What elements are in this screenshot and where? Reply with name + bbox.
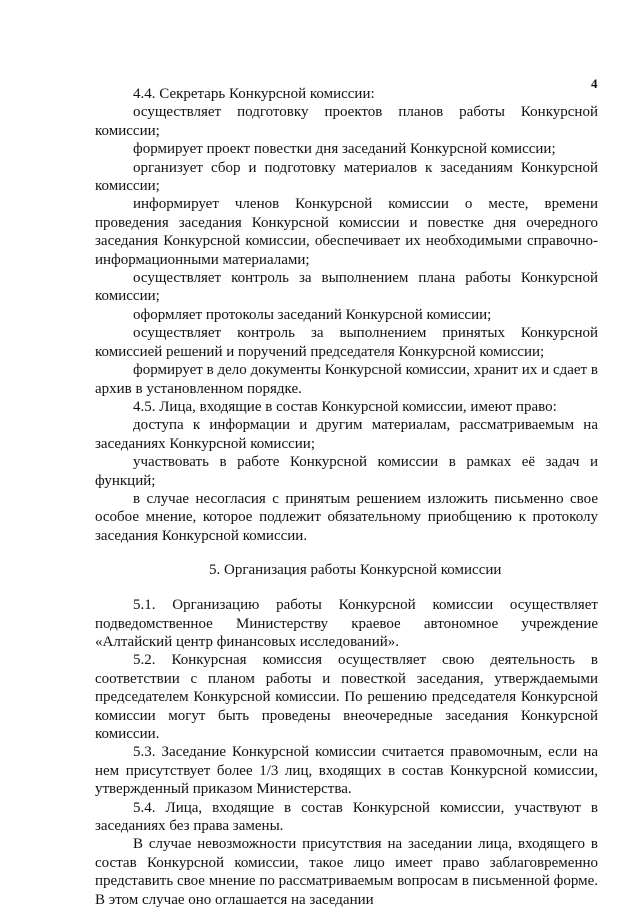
paragraph-secretary-agenda: формирует проект повестки дня заседаний Конкурсной комиссии; — [133, 141, 556, 158]
paragraph-right-access: доступа к информации и другим материалам, рассматриваемым на заседаниях Конкурсной комиссии; — [95, 417, 598, 452]
paragraph-4-4: 4.4. Секретарь Конкурсной комиссии: — [133, 86, 375, 102]
paragraph-5-2: 5.2. Конкурсная комиссия осуществляет свою деятельность в соответствии с планом работы и повесткой заседания, утверждаемыми председателем Конкурсной комиссии. По решению председателя Конкурсной комиссии могут быть проведены внеочередные заседания Конкурсной комиссии. — [95, 652, 598, 742]
paragraph-secretary-control-decisions: осуществляет контроль за выполнением принятых Конкурсной комиссией решений и поручений председателя Конкурсной комиссии; — [95, 325, 598, 360]
paragraph-secretary-control-plan: осуществляет контроль за выполнением плана работы Конкурсной комиссии; — [95, 270, 598, 305]
paragraph-secretary-archive: формирует в дело документы Конкурсной комиссии, хранит их и сдает в архив в установленном порядке. — [95, 362, 598, 397]
paragraph-absence: В случае невозможности присутствия на заседании лица, входящего в состав Конкурсной комиссии, такое лицо имеет право заблаговременно представить свое мнение по рассматриваемым вопросам в письменной форме. В этом случае оно оглашается на заседании — [95, 836, 598, 908]
paragraph-right-dissent: в случае несогласия с принятым решением изложить письменно свое особое мнение, которое подлежит обязательному приобщению к протоколу заседания Конкурсной комиссии. — [95, 490, 598, 544]
paragraph-4-5: 4.5. Лица, входящие в состав Конкурсной комиссии, имеют право: — [133, 398, 557, 415]
paragraph-5-4: 5.4. Лица, входящие в состав Конкурсной комиссии, участвуют в заседаниях без права замены. — [95, 799, 598, 835]
paragraph-secretary-plans: осуществляет подготовку проектов планов работы Конкурсной комиссии; — [95, 104, 598, 139]
paragraph-secretary-informs: информирует членов Конкурсной комиссии о месте, времени проведения заседания Конкурсной комиссии и повестке дня очередного заседания Конкурсной комиссии, обеспечивает их необходимыми справочно-информационными материалами; — [95, 196, 598, 268]
page-number: 4 — [591, 76, 598, 91]
paragraph-5-1: 5.1. Организацию работы Конкурсной комиссии осуществляет подведомственное Министерству краевое автономное учреждение «Алтайский центр финансовых исследований». — [95, 597, 598, 650]
document-body — [95, 85, 598, 909]
paragraph-5-3: 5.3. Заседание Конкурсной комиссии считается правомочным, если на нем присутствует более 1/3 лиц, входящих в состав Конкурсной комиссии, утвержденный приказом Министерства. — [95, 744, 598, 798]
section-heading: 5. Организация работы Конкурсной комиссии — [209, 562, 502, 579]
paragraph-secretary-protocols: оформляет протоколы заседаний Конкурсной комиссии; — [133, 306, 492, 323]
paragraph-right-participate: участвовать в работе Конкурсной комиссии в рамках её задач и функций; — [95, 454, 598, 489]
paragraph-secretary-materials: организует сбор и подготовку материалов к заседаниям Конкурсной комиссии; — [95, 159, 598, 195]
